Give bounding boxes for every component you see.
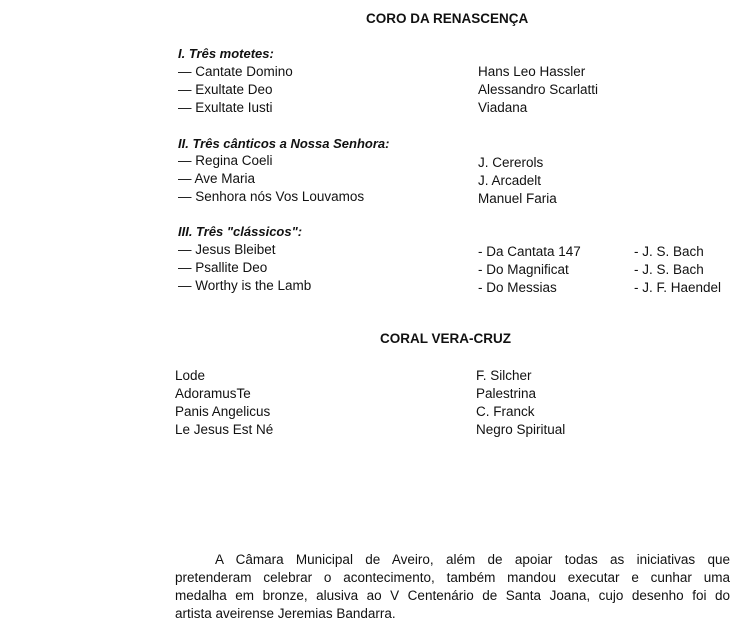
composer: J. Cererols xyxy=(478,155,544,170)
work-title: AdoramusTe xyxy=(175,386,251,401)
composer: - J. S. Bach xyxy=(634,244,704,259)
work-title: Panis Angelicus xyxy=(175,404,271,419)
composer: Manuel Faria xyxy=(478,191,557,206)
composer: Viadana xyxy=(478,100,528,115)
section-heading-1: I. Três motetes: xyxy=(178,46,274,61)
work-title: Lode xyxy=(175,368,206,383)
work-title: — Exultate Deo xyxy=(178,82,273,97)
program-row xyxy=(0,153,740,171)
program-row xyxy=(0,260,740,278)
program-row xyxy=(0,82,740,100)
program-row xyxy=(0,422,740,440)
program-row xyxy=(0,171,740,189)
work-title: — Senhora nós Vos Louvamos xyxy=(178,189,365,204)
composer: - J. F. Haendel xyxy=(634,280,722,295)
paragraph-line: artista aveirense Jeremias Bandarra. xyxy=(175,606,396,621)
work-title: — Exultate Iusti xyxy=(178,100,273,115)
work-source: - Do Magnificat xyxy=(478,262,569,277)
work-title: — Cantate Domino xyxy=(178,64,293,79)
work-title: Le Jesus Est Né xyxy=(175,422,274,437)
program-row xyxy=(0,189,740,207)
composer: Negro Spiritual xyxy=(476,422,566,437)
work-title: — Regina Coeli xyxy=(178,153,273,168)
work-source: - Do Messias xyxy=(478,280,557,295)
section-heading-3: III. Três "clássicos": xyxy=(178,224,303,239)
coro-title: CORO DA RENASCENÇA xyxy=(366,11,529,26)
paragraph-line: medalha em bronze, alusiva ao V Centenário de Santa Joana, cujo desenho foi do xyxy=(175,588,730,603)
program-row xyxy=(0,368,740,386)
section-heading-2: II. Três cânticos a Nossa Senhora: xyxy=(178,136,390,151)
work-title: — Ave Maria xyxy=(178,171,256,186)
paragraph-line: pretenderam celebrar o acontecimento, também mandou executar e cunhar uma xyxy=(175,570,730,585)
program-row xyxy=(0,100,740,118)
program-row xyxy=(0,64,740,82)
composer: C. Franck xyxy=(476,404,535,419)
composer: Alessandro Scarlatti xyxy=(478,82,599,97)
program-row xyxy=(0,242,740,260)
program-row xyxy=(0,386,740,404)
program-row xyxy=(0,278,740,296)
work-title: — Psallite Deo xyxy=(178,260,268,275)
work-title: — Worthy is the Lamb xyxy=(178,278,312,293)
work-title: — Jesus Bleibet xyxy=(178,242,276,257)
coral-title: CORAL VERA-CRUZ xyxy=(380,331,511,346)
body-paragraph xyxy=(175,551,730,623)
composer: - J. S. Bach xyxy=(634,262,704,277)
program-row xyxy=(0,404,740,422)
composer: J. Arcadelt xyxy=(478,173,542,188)
paragraph-line: A Câmara Municipal de Aveiro, além de apoiar todas as iniciativas que xyxy=(215,552,730,567)
composer: F. Silcher xyxy=(476,368,532,383)
work-source: - Da Cantata 147 xyxy=(478,244,581,259)
composer: Palestrina xyxy=(476,386,537,401)
composer: Hans Leo Hassler xyxy=(478,64,586,79)
